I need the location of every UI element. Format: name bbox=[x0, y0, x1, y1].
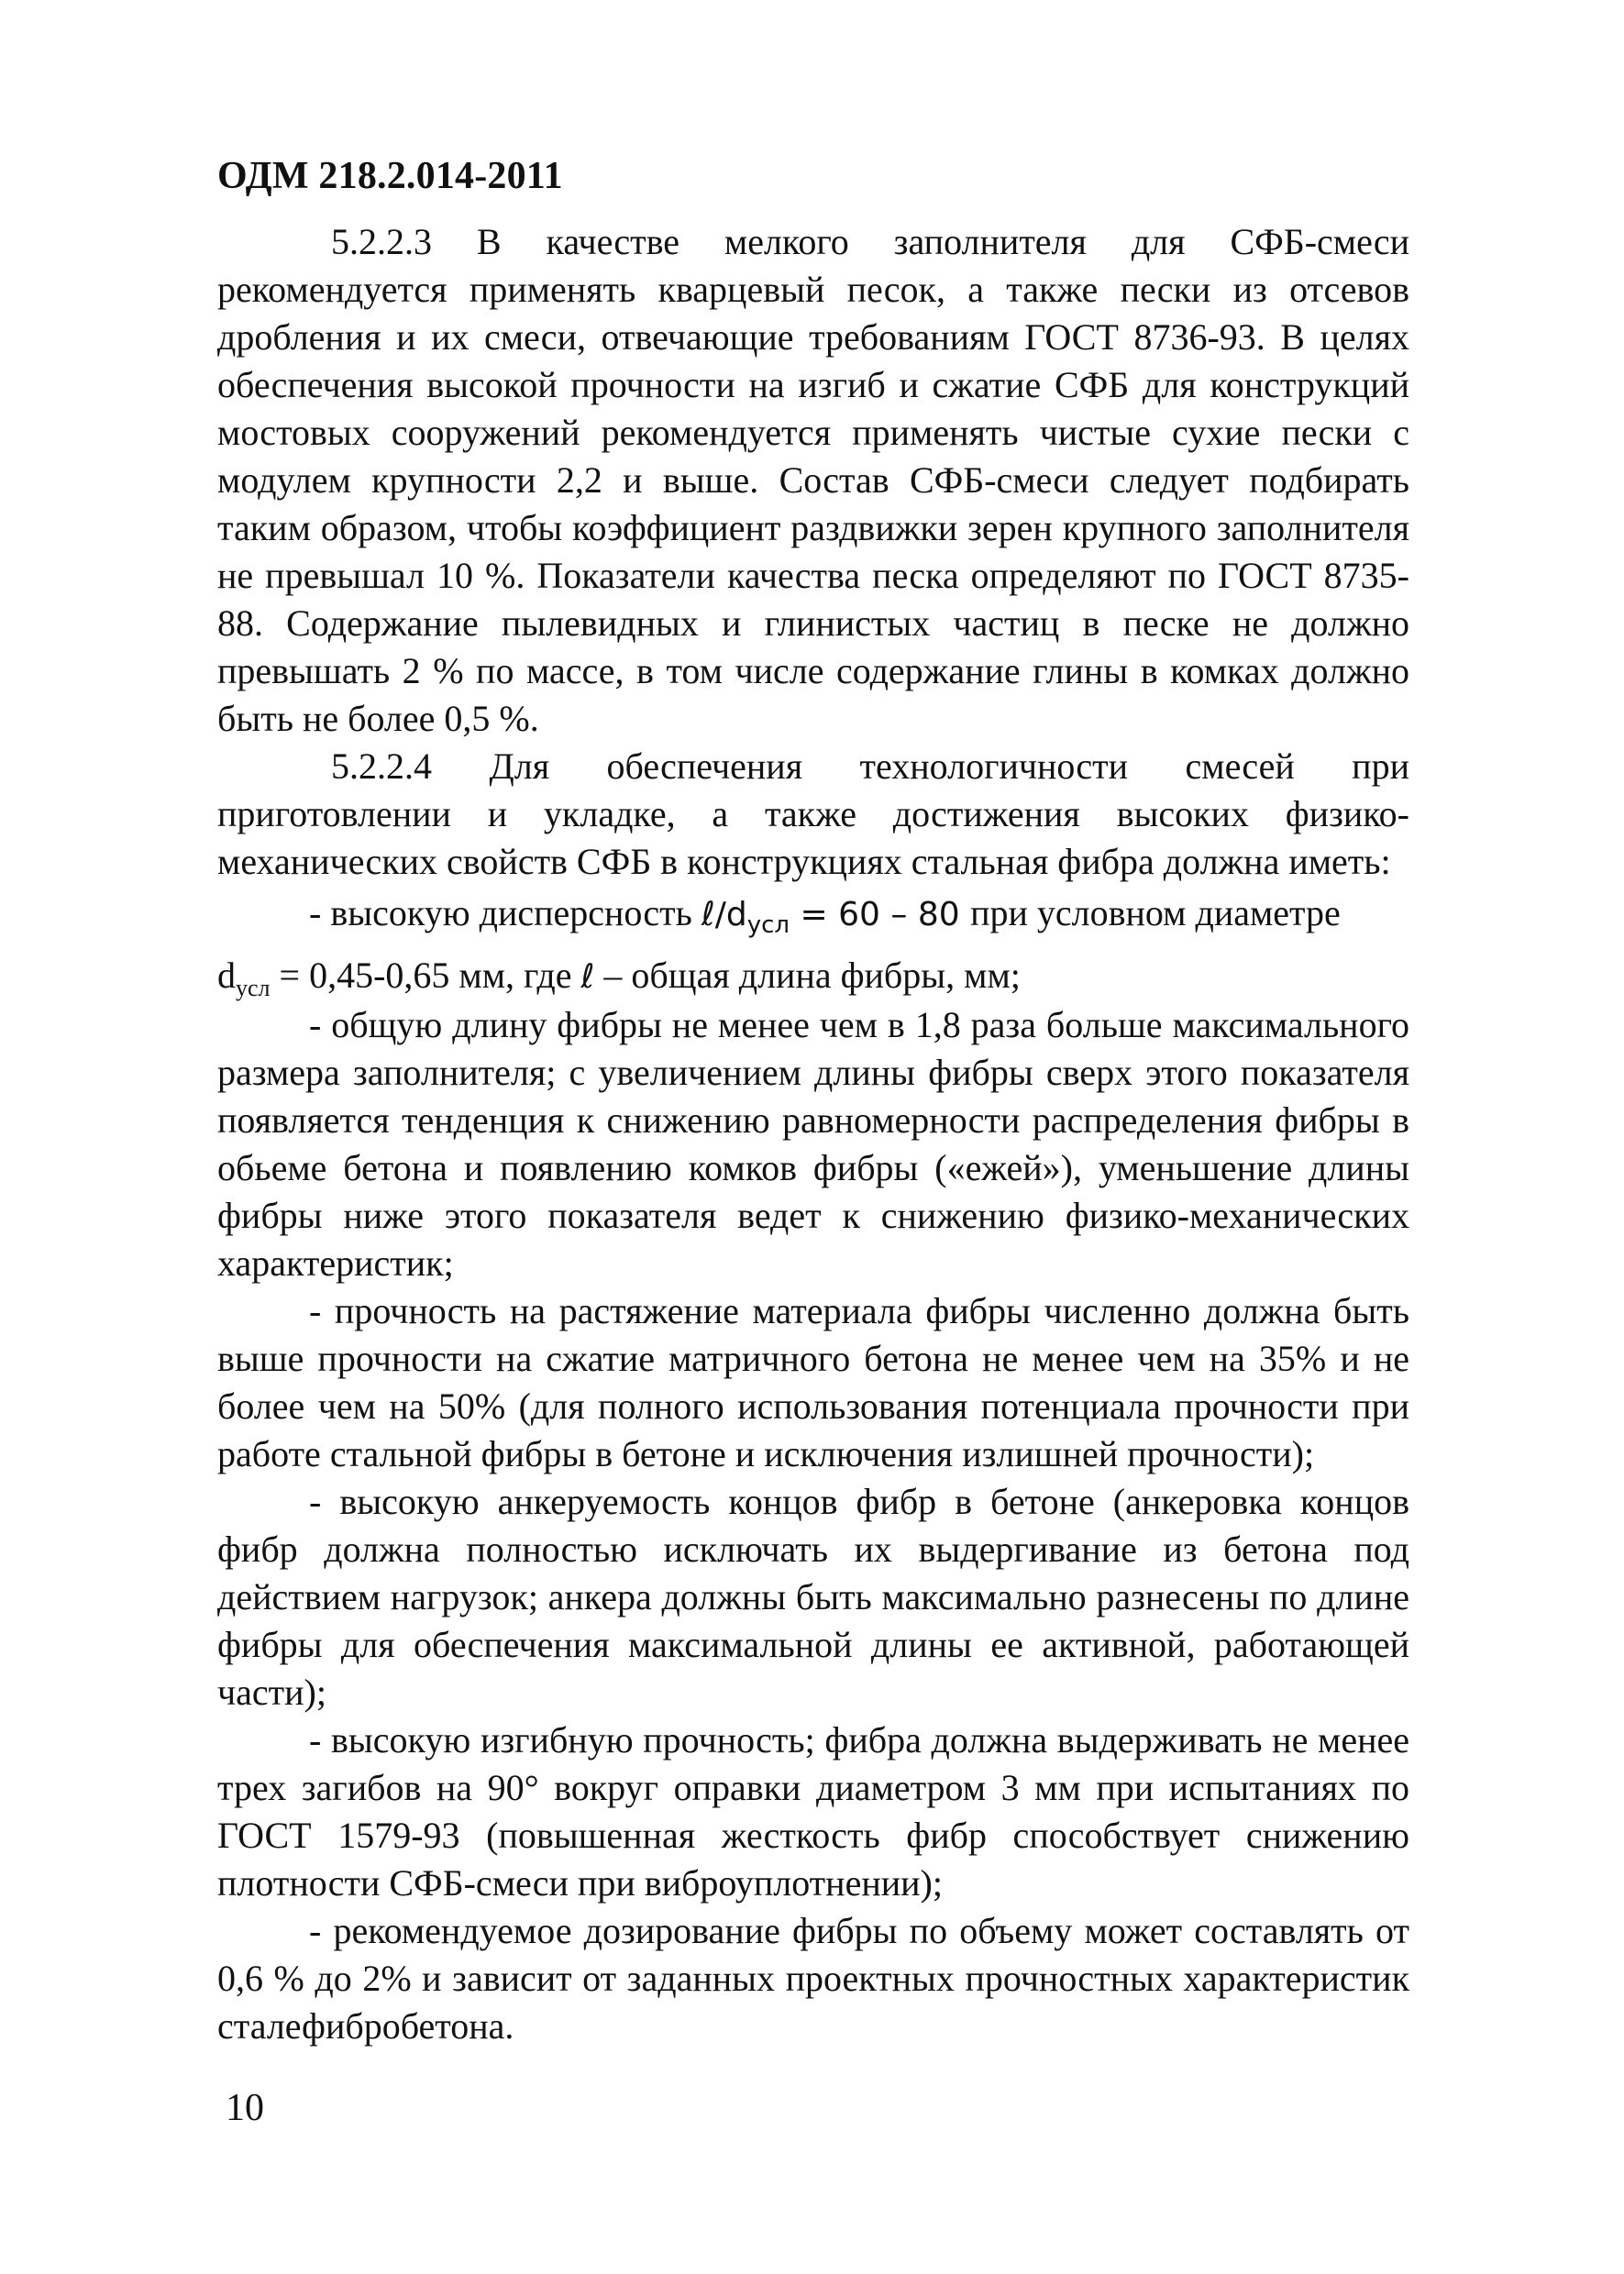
dispersion-formula bbox=[701, 896, 970, 940]
list-item-anchoring: - высокую анкеруемость концов фибр в бетоне (анкеровка концов фибр должна полностью исключать их выдергивание из бетона под действием нагрузок; анкера должны быть максимально разнесены по длине фибры для обеспечения максимальной длины ее активной, работающей части); bbox=[217, 1481, 1409, 1713]
dispersion-suffix: при условном диаметре bbox=[970, 892, 1341, 933]
list-item-tensile-strength: - прочность на растяжение материала фибры численно должна быть выше прочности на сжатие матричного бетона не менее чем на 35% и не более чем на 50% (для полного использования потенциала прочности при работе стальной фибры в бетоне и исключения излишней прочности); bbox=[217, 1290, 1409, 1474]
paragraph-5-2-2-4: 5.2.2.4 Для обеспечения технологичности смесей при приготовлении и укладке, а также достижения высоких физико-механических свойств СФБ в конструкциях стальная фибра должна иметь: bbox=[217, 745, 1409, 882]
dispersion-prefix: - высокую дисперсность bbox=[309, 892, 692, 933]
list-item-bending-strength: - высокую изгибную прочность; фибра должна выдерживать не менее трех загибов на 90° вокруг оправки диаметром 3 мм при испытаниях по ГОСТ 1579-93 (повышенная жесткость фибр способствует снижению плотности СФБ-смеси при виброуплотнении); bbox=[217, 1719, 1409, 1904]
list-item-dispersion bbox=[217, 889, 1409, 939]
document-body bbox=[217, 218, 1409, 2050]
diameter-symbol: d bbox=[217, 955, 236, 996]
list-item-dispersion-tail bbox=[217, 952, 1409, 1001]
formula-ratio: ℓ/d bbox=[701, 896, 747, 933]
length-definition: – общая длина фибры, мм; bbox=[603, 955, 1021, 996]
document-code-header: ОДМ 218.2.014-2011 bbox=[217, 155, 563, 197]
list-item-dosage: - рекомендуемое дозирование фибры по объему может составлять от 0,6 % до 2% и зависит от заданных проектных прочностных характеристик сталефибробетона. bbox=[217, 1910, 1409, 2047]
list-item-fiber-length: - общую длину фибры не менее чем в 1,8 раза больше максимального размера заполнителя; с увеличением длины фибры сверх этого показателя появляется тенденция к снижению равномерности распределения фибры в обьеме бетона и появлению комков фибры («ежей»), уменьшение длины фибры ниже этого показателя ведет к снижению физико-механических характеристик; bbox=[217, 1004, 1409, 1284]
diameter-subscript: усл bbox=[236, 975, 271, 1001]
formula-subscript: усл bbox=[746, 911, 790, 940]
paragraph-5-2-2-3: 5.2.2.3 В качестве мелкого заполнителя для СФБ-смеси рекомендуется применять кварцевый песок, а также пески из отсевов дробления и их смеси, отвечающие требованиям ГОСТ 8736-93. В целях обеспечения высокой прочности на изгиб и сжатие СФБ для конструкций мостовых сооружений рекомендуется применять чистые сухие пески с модулем крупности 2,2 и выше. Состав СФБ-смеси следует подбирать таким образом, чтобы коэффициент раздвижки зерен крупного заполнителя не превышал 10 %. Показатели качества песка определяют по ГОСТ 8735-88. Содержание пылевидных и глинистых частиц в песке не должно превышать 2 % по массе, в том числе содержание глины в комках должно быть не более 0,5 %. bbox=[217, 221, 1409, 739]
length-symbol: ℓ bbox=[580, 958, 595, 996]
diameter-range: = 0,45-0,65 мм, где bbox=[279, 955, 572, 996]
formula-value: = 60 – 80 bbox=[800, 896, 960, 933]
page-number: 10 bbox=[226, 2087, 264, 2129]
